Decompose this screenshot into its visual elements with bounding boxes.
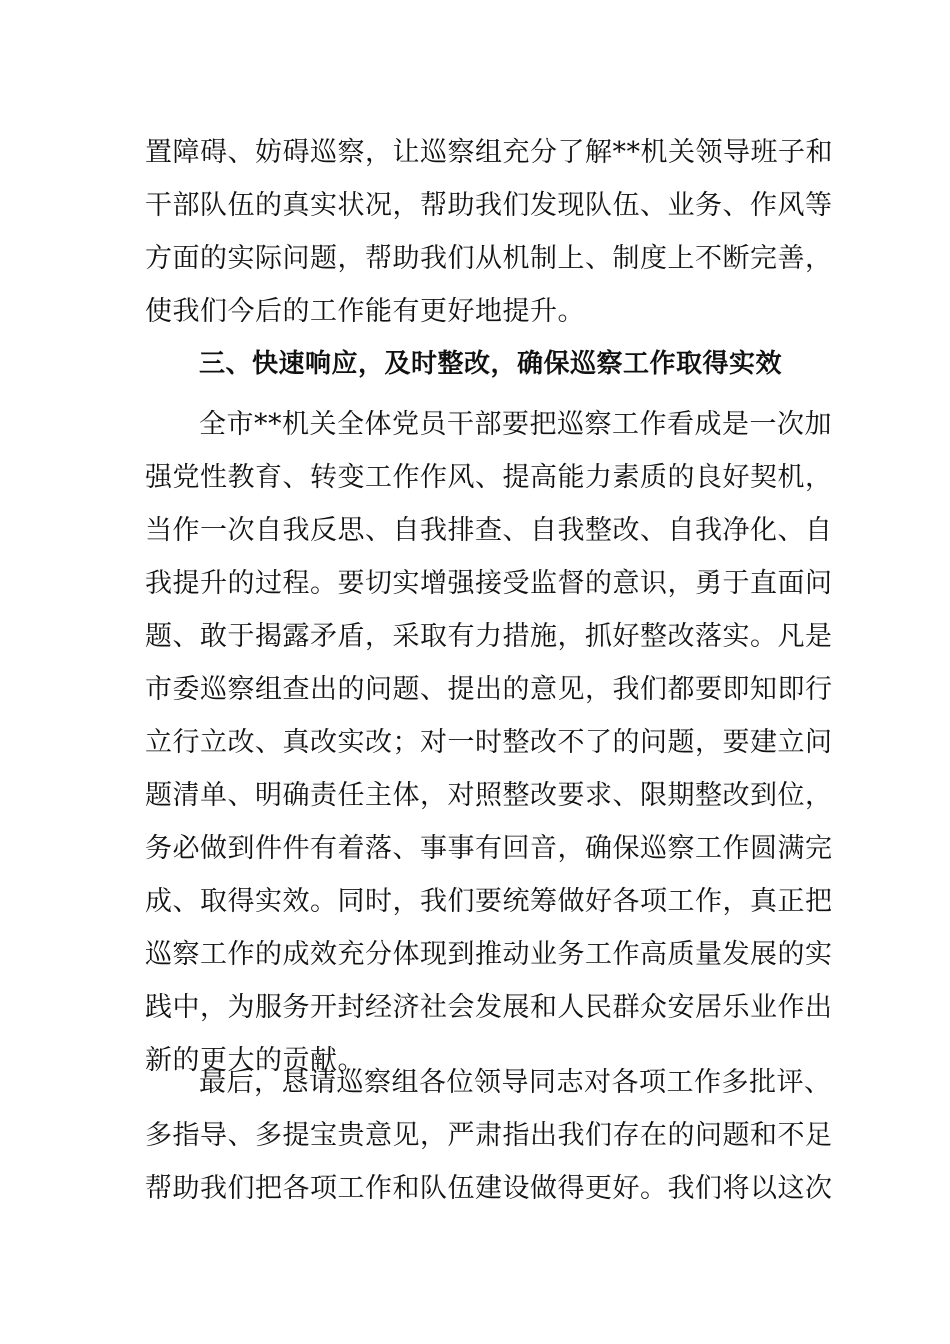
paragraph-line: 置障碍、妨碍巡察，让巡察组充分了解**机关领导班子和	[145, 137, 833, 168]
paragraph-line: 我提升的过程。要切实增强接受监督的意识，勇于直面问	[145, 568, 833, 599]
paragraph-line: 题、敢于揭露矛盾，采取有力措施，抓好整改落实。凡是	[145, 621, 833, 652]
paragraph-line: 当作一次自我反思、自我排查、自我整改、自我净化、自	[145, 515, 833, 546]
paragraph-line: 多指导、多提宝贵意见，严肃指出我们存在的问题和不足	[145, 1120, 833, 1151]
section-heading	[145, 338, 805, 391]
paragraph-line: 成、取得实效。同时，我们要统筹做好各项工作，真正把	[145, 886, 833, 917]
paragraph-line: 帮助我们把各项工作和队伍建设做得更好。我们将以这次	[145, 1173, 833, 1204]
paragraph-main	[145, 398, 833, 1087]
paragraph-line: 全市**机关全体党员干部要把巡察工作看成是一次加	[199, 409, 832, 440]
paragraph-line: 强党性教育、转变工作作风、提高能力素质的良好契机，	[145, 462, 833, 493]
section-heading-text: 三、快速响应，及时整改，确保巡察工作取得实效	[199, 349, 783, 379]
paragraph-line: 最后，恳请巡察组各位领导同志对各项工作多批评、	[199, 1067, 832, 1098]
paragraph-line: 巡察工作的成效充分体现到推动业务工作高质量发展的实	[145, 939, 833, 970]
paragraph-closing	[145, 1056, 833, 1215]
paragraph-line: 市委巡察组查出的问题、提出的意见，我们都要即知即行	[145, 674, 833, 705]
paragraph-line: 务必做到件件有着落、事事有回音，确保巡察工作圆满完	[145, 833, 833, 864]
paragraph-continuation	[145, 126, 833, 338]
paragraph-line: 题清单、明确责任主体，对照整改要求、限期整改到位，	[145, 780, 833, 811]
paragraph-line: 使我们今后的工作能有更好地提升。	[145, 296, 585, 327]
paragraph-line: 干部队伍的真实状况，帮助我们发现队伍、业务、作风等	[145, 190, 833, 221]
paragraph-line: 践中，为服务开封经济社会发展和人民群众安居乐业作出	[145, 992, 833, 1023]
paragraph-line: 方面的实际问题，帮助我们从机制上、制度上不断完善，	[145, 243, 833, 274]
paragraph-line: 新的更大的贡献。	[145, 1045, 365, 1076]
paragraph-line: 立行立改、真改实改；对一时整改不了的问题，要建立问	[145, 727, 833, 758]
